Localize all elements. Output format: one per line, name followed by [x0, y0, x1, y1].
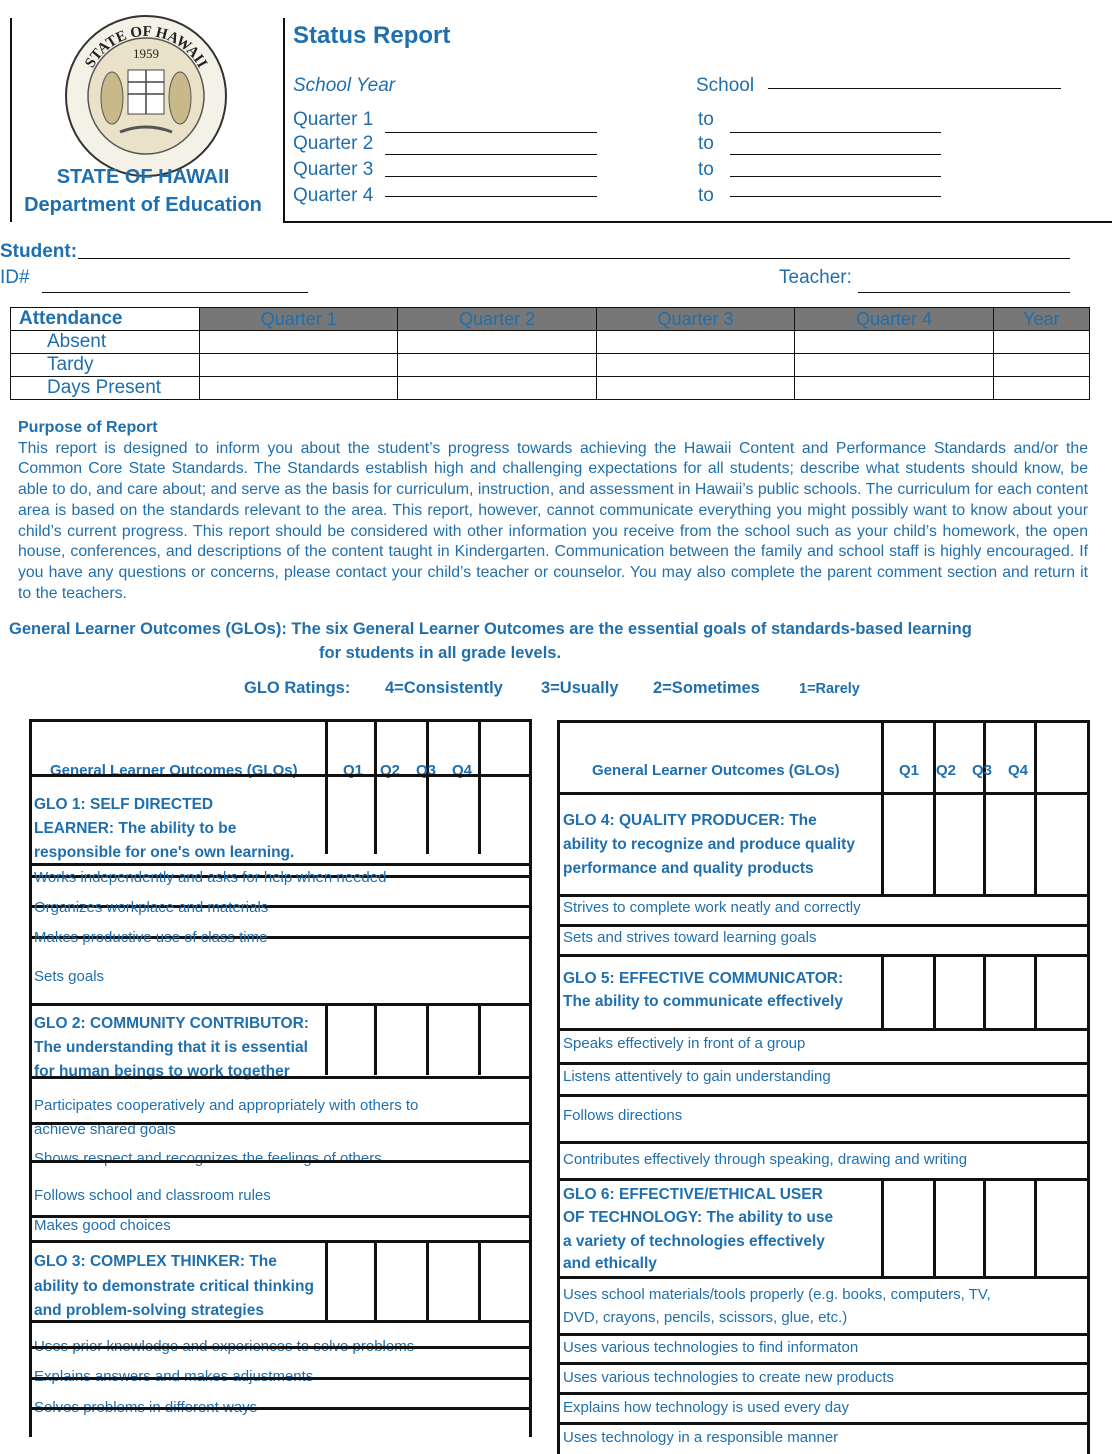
student-label: Student:: [0, 241, 78, 262]
right-q3: Q3: [972, 762, 993, 779]
ratings-label: GLO Ratings:: [244, 679, 351, 697]
teacher-field[interactable]: [858, 292, 1070, 293]
school-field[interactable]: [768, 88, 1061, 89]
quarter-4-start-field[interactable]: [385, 196, 597, 197]
quarter-1-start-field[interactable]: [385, 132, 597, 133]
att-cell[interactable]: [993, 377, 1089, 400]
glo4-line-3: performance and quality products: [563, 860, 814, 877]
att-row-absent: [11, 331, 1090, 354]
left-q2: Q2: [380, 762, 401, 779]
attendance-table: [10, 307, 1090, 400]
glo6-item: Uses various technologies to create new products: [563, 1369, 895, 1386]
glo5-item: Contributes effectively through speaking, drawing and writing: [563, 1151, 968, 1168]
school-label: School: [696, 75, 755, 96]
glo2-item: Shows respect and recognizes the feelings of others: [34, 1150, 382, 1167]
glo2-item: Makes good choices: [34, 1217, 171, 1234]
att-row-label: Days Present: [11, 377, 200, 400]
glo6-item: Uses various technologies to find informaton: [563, 1339, 859, 1356]
glo2-item: Participates cooperatively and appropriately with others to: [34, 1097, 419, 1114]
id-field[interactable]: [42, 292, 308, 293]
left-table-header: General Learner Outcomes (GLOs): [50, 762, 298, 779]
glo1-item: Sets goals: [34, 968, 105, 985]
glo6-line-4: and ethically: [563, 1255, 657, 1272]
att-cell[interactable]: [398, 331, 596, 354]
quarter-1-end-field[interactable]: [730, 132, 941, 133]
glo4-line-2: ability to recognize and produce quality: [563, 836, 855, 853]
glo2-line-3: for human beings to work together: [34, 1063, 290, 1080]
glo5-item: Follows directions: [563, 1107, 683, 1124]
quarter-4-to: to: [698, 185, 714, 206]
glo3-line-1: GLO 3: COMPLEX THINKER: The: [34, 1253, 277, 1270]
quarter-3-end-field[interactable]: [730, 176, 941, 177]
att-row-label: Tardy: [11, 354, 200, 377]
quarter-3-to: to: [698, 159, 714, 180]
att-cell[interactable]: [795, 354, 993, 377]
att-cell[interactable]: [398, 377, 596, 400]
glo4-item: Strives to complete work neatly and correctly: [563, 899, 861, 916]
att-row-tardy: [11, 354, 1090, 377]
glo1-item: Works independently and asks for help when needed: [34, 869, 387, 886]
glo6-item-cont: DVD, crayons, pencils, scissors, glue, etc.): [563, 1309, 848, 1326]
glo2-line-2: The understanding that it is essential: [34, 1039, 308, 1056]
quarter-2-end-field[interactable]: [730, 154, 941, 155]
left-q4: Q4: [452, 762, 473, 779]
glo1-line-3: responsible for one's own learning.: [34, 844, 295, 861]
att-cell[interactable]: [200, 331, 398, 354]
school-year-label: School Year: [293, 75, 396, 96]
att-row-days-present: [11, 377, 1090, 400]
left-q1: Q1: [343, 762, 364, 779]
purpose-section: [18, 418, 1088, 604]
att-cell[interactable]: [993, 331, 1089, 354]
glo6-item: Uses school materials/tools properly (e.g. books, computers, TV,: [563, 1286, 991, 1303]
glo3-item: Uses prior knowledge and experiences to solve problems: [34, 1338, 415, 1355]
glo1-line-2: LEARNER: The ability to be: [34, 820, 237, 837]
teacher-label: Teacher:: [779, 267, 852, 288]
id-label: ID#: [0, 267, 30, 288]
quarter-2-start-field[interactable]: [385, 154, 597, 155]
rating-1: 1=Rarely: [799, 681, 860, 697]
att-cell[interactable]: [398, 354, 596, 377]
glo2-line-1: GLO 2: COMMUNITY CONTRIBUTOR:: [34, 1015, 309, 1032]
glo1-item: Organizes workplace and materials: [34, 899, 269, 916]
glo6-item: Uses technology in a responsible manner: [563, 1429, 839, 1446]
att-col-quarter-3: Quarter 3: [596, 308, 794, 331]
att-col-quarter-4: Quarter 4: [795, 308, 993, 331]
quarter-2-to: to: [698, 133, 714, 154]
glo4-line-1: GLO 4: QUALITY PRODUCER: The: [563, 812, 817, 829]
glo6-line-1: GLO 6: EFFECTIVE/ETHICAL USER: [563, 1186, 823, 1203]
rating-2: 2=Sometimes: [653, 679, 760, 697]
glo3-item: Explains answers and makes adjustments: [34, 1368, 314, 1385]
att-cell[interactable]: [596, 331, 794, 354]
att-cell[interactable]: [596, 354, 794, 377]
department-name: Department of Education: [24, 194, 262, 216]
state-seal: [62, 12, 230, 180]
quarter-3-label: Quarter 3: [293, 159, 374, 180]
report-title: Status Report: [293, 22, 451, 49]
right-q1: Q1: [899, 762, 920, 779]
left-q3: Q3: [416, 762, 437, 779]
purpose-text: This report is designed to inform you about the student’s progress towards achieving the Hawaii Content and Performance Standards and/or the Common Core State Standards. The Standards establish high and challenging expectations for all students; describe what students should know, be able to do, and care about; and serve as the basis for curriculum, instruction, and assessment in Hawaii’s public schools. The curriculum for each content area is based on the standards relevant to the area. This report, however, cannot communicate everything you might possibly want to know about your child’s current progress. This report should be considered with other information you receive from the school such as your child’s homework, the open house, conferences, and descriptions of the content taught in Kindergarten. Communication between the family and school staff is highly encouraged. If you have any questions or concerns, please contact your child’s teacher or counselor. You may also complete the parent comment section and return it to the teachers.: [18, 439, 1088, 602]
glo5-item: Listens attentively to gain understanding: [563, 1068, 831, 1085]
glo1-line-1: GLO 1: SELF DIRECTED: [34, 796, 214, 813]
att-cell[interactable]: [200, 354, 398, 377]
att-cell[interactable]: [993, 354, 1089, 377]
right-q2: Q2: [936, 762, 957, 779]
right-q4: Q4: [1008, 762, 1029, 779]
glo5-line-1: GLO 5: EFFECTIVE COMMUNICATOR:: [563, 970, 844, 987]
glo3-line-3: and problem-solving strategies: [34, 1302, 264, 1319]
glo5-line-2: The ability to communicate effectively: [563, 993, 843, 1010]
quarter-1-to: to: [698, 109, 714, 130]
quarter-1-label: Quarter 1: [293, 109, 374, 130]
glo-intro-line-2: for students in all grade levels.: [319, 644, 562, 662]
glo5-item: Speaks effectively in front of a group: [563, 1035, 806, 1052]
rating-4: 4=Consistently: [385, 679, 503, 697]
att-col-quarter-2: Quarter 2: [398, 308, 596, 331]
att-col-year: Year: [993, 308, 1089, 331]
att-cell[interactable]: [200, 377, 398, 400]
quarter-4-label: Quarter 4: [293, 185, 374, 206]
glo3-line-2: ability to demonstrate critical thinking: [34, 1278, 314, 1295]
quarter-2-label: Quarter 2: [293, 133, 374, 154]
att-row-label: Absent: [11, 331, 200, 354]
att-cell[interactable]: [795, 331, 993, 354]
purpose-heading: Purpose of Report: [18, 419, 158, 436]
glo3-item: Solves problems in different ways: [34, 1399, 258, 1416]
glo-intro-line-1: General Learner Outcomes (GLOs): The six General Learner Outcomes are the essential goals of standards-based learning: [9, 620, 972, 638]
right-table-header: General Learner Outcomes (GLOs): [592, 762, 840, 779]
seal-year: 1959: [133, 46, 159, 61]
glo2-item: Follows school and classroom rules: [34, 1187, 271, 1204]
quarter-4-end-field[interactable]: [730, 196, 941, 197]
state-name: STATE OF HAWAII: [56, 166, 230, 188]
glo6-item: Explains how technology is used every day: [563, 1399, 849, 1416]
att-cell[interactable]: [795, 377, 993, 400]
att-col-quarter-1: Quarter 1: [200, 308, 398, 331]
student-name-field[interactable]: [78, 258, 1070, 259]
glo1-item: Makes productive use of class time: [34, 929, 268, 946]
attendance-title: Attendance: [11, 308, 200, 331]
glo6-line-2: OF TECHNOLOGY: The ability to use: [563, 1209, 834, 1226]
quarter-3-start-field[interactable]: [385, 176, 597, 177]
rating-3: 3=Usually: [541, 679, 619, 697]
seal-text: STATE OF HAWAII: [82, 23, 210, 71]
glo6-line-3: a variety of technologies effectively: [563, 1233, 825, 1250]
att-cell[interactable]: [596, 377, 794, 400]
glo4-item: Sets and strives toward learning goals: [563, 929, 817, 946]
glo2-item-cont: achieve shared goals: [34, 1121, 176, 1138]
